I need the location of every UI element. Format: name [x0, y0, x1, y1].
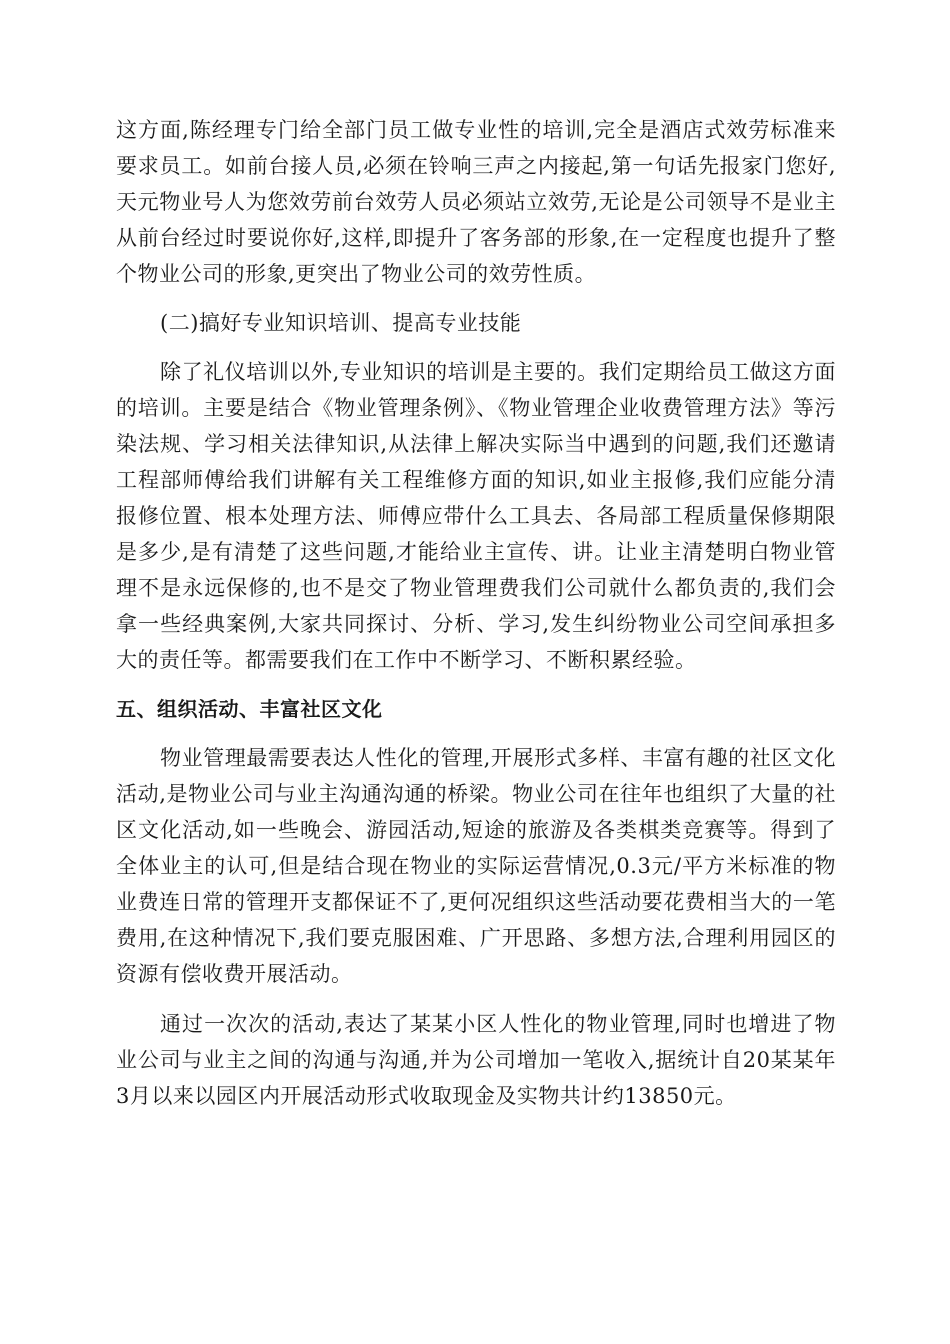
subheading-professional-training: (二)搞好专业知识培训、提高专业技能 — [160, 311, 522, 335]
section-heading-community-activities: 五、组织活动、丰富社区文化 — [116, 697, 383, 721]
paragraph-activity-income: 通过一次次的活动,表达了某某小区人性化的物业管理,同时也增进了物业公司与业主之间的沟通与沟通,并为公司增加一笔收入,据统计自20某某年3月以来以园区内开展活动形式收取现金及实物共计约13850元。 — [116, 1012, 836, 1108]
paragraph-community-culture: 物业管理最需要表达人性化的管理,开展形式多样、丰富有趣的社区文化活动,是物业公司与业主沟通沟通的桥梁。物业公司在往年也组织了大量的社区文化活动,如一些晚会、游园活动,短途的旅游及各类棋类竞赛等。得到了全体业主的认可,但是结合现在物业的实际运营情况,0.3元/平方米标准的物业费连日常的管理开支都保证不了,更何况组织这些活动要花费相当大的一笔费用,在这种情况下,我们要克服困难、广开思路、多想方法,合理利用园区的资源有偿收费开展活动。 — [116, 746, 836, 986]
document-body — [116, 112, 836, 1114]
paragraph-professional-knowledge: 除了礼仪培训以外,专业知识的培训是主要的。我们定期给员工做这方面的培训。主要是结合《物业管理条例》、《物业管理企业收费管理方法》等污染法规、学习相关法律知识,从法律上解决实际当中遇到的问题,我们还邀请工程部师傅给我们讲解有关工程维修方面的知识,如业主报修,我们应能分清报修位置、根本处理方法、师傅应带什么工具去、各局部工程质量保修期限是多少,是有清楚了这些问题,才能给业主宣传、讲。让业主清楚明白物业管理不是永远保修的,也不是交了物业管理费我们公司就什么都负责的,我们会拿一些经典案例,大家共同探讨、分析、学习,发生纠纷物业公司空间承担多大的责任等。都需要我们在工作中不断学习、不断积累经验。 — [116, 360, 836, 672]
paragraph-service-training: 这方面,陈经理专门给全部门员工做专业性的培训,完全是酒店式效劳标准来要求员工。如前台接人员,必须在铃响三声之内接起,第一句话先报家门您好,天元物业号人为您效劳前台效劳人员必须站立效劳,无论是公司领导不是业主从前台经过时要说你好,这样,即提升了客务部的形象,在一定程度也提升了整个物业公司的形象,更突出了物业公司的效劳性质。 — [116, 118, 836, 286]
